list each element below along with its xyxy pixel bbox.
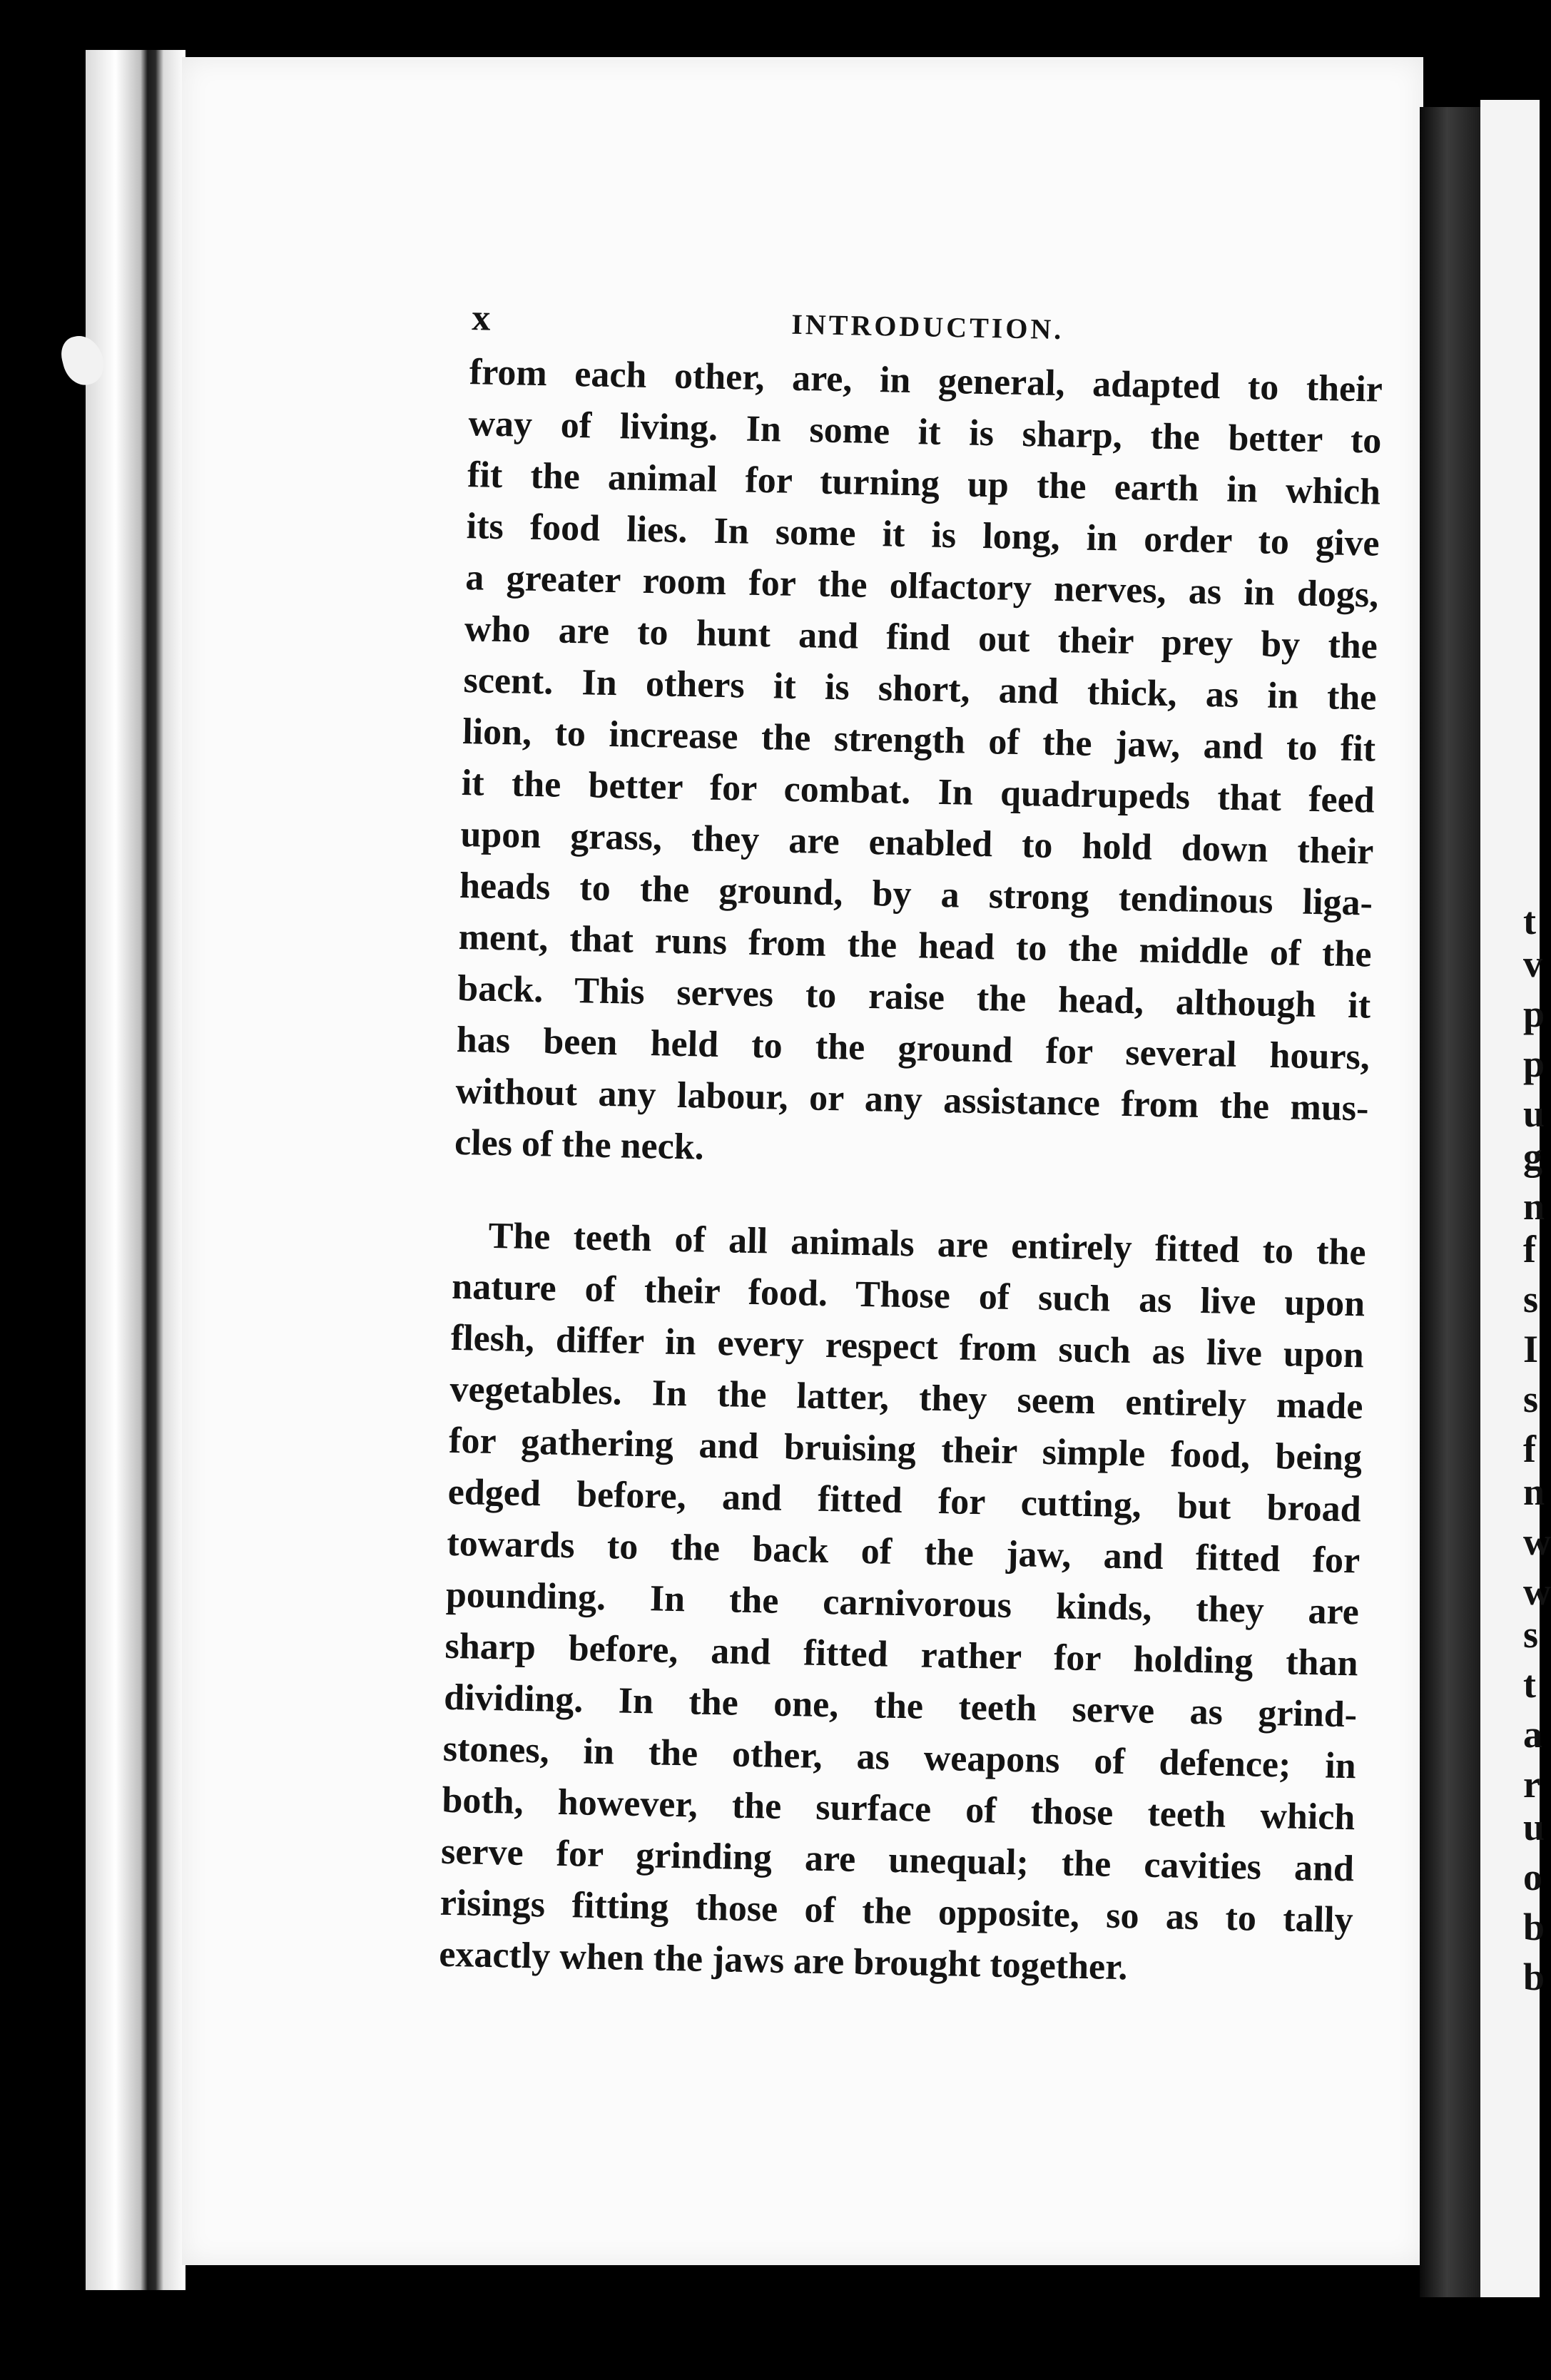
next-page-text-fragment: t bbox=[1523, 900, 1536, 942]
text-line: its food lies. In some it is long, in order to give bbox=[466, 506, 1380, 564]
paragraph-1 bbox=[412, 346, 1387, 1186]
next-page-text-fragment: v bbox=[1523, 942, 1542, 985]
text-line: has been held to the ground for several hours, bbox=[456, 1019, 1371, 1078]
next-page-text-fragment: s bbox=[1523, 1613, 1539, 1656]
next-page-text-fragment: u bbox=[1523, 1806, 1545, 1848]
text-line: serve for grinding are unequal; the cavities and bbox=[440, 1831, 1355, 1890]
text-line: towards to the back of the jaw, and fitted for bbox=[446, 1522, 1361, 1582]
next-page-text-fragment: b bbox=[1523, 1906, 1545, 1948]
text-line: pounding. In the carnivorous kinds, they are bbox=[445, 1574, 1360, 1633]
text-line: ment, that runs from the head to the middle of the bbox=[458, 916, 1373, 975]
next-page-text-fragment: I bbox=[1523, 1328, 1539, 1370]
text-line: fit the animal for turning up the earth in which bbox=[467, 454, 1381, 513]
next-page-sliver bbox=[1480, 100, 1551, 2297]
next-page-text-fragment: p bbox=[1523, 1042, 1545, 1085]
next-page-text-fragment: g bbox=[1523, 1135, 1542, 1178]
text-line: flesh, differ in every respect from such as live upon bbox=[450, 1317, 1365, 1376]
next-page-text-fragment: p bbox=[1523, 992, 1545, 1035]
page-number: x bbox=[471, 298, 491, 339]
text-line: lion, to increase the strength of the jaw, and to fit bbox=[462, 711, 1376, 770]
running-head: INTRODUCTION. bbox=[790, 307, 1064, 346]
text-line: way of living. In some it is sharp, the better to bbox=[468, 403, 1382, 462]
text-line: stones, in the other, as weapons of defence; in bbox=[442, 1728, 1357, 1787]
page-edge-binding bbox=[86, 50, 185, 2290]
next-page-text-fragment: t bbox=[1523, 1663, 1536, 1706]
text-line: scent. In others it is short, and thick, as in the bbox=[463, 660, 1377, 718]
text-line: nature of their food. Those of such as live upon bbox=[451, 1266, 1366, 1325]
next-page-text-fragment: n bbox=[1523, 1185, 1545, 1228]
next-page-text-fragment: b bbox=[1523, 1956, 1545, 1998]
next-page-text-fragment: w bbox=[1523, 1570, 1551, 1613]
next-page-text-fragment: f bbox=[1523, 1428, 1536, 1470]
next-page-text-fragment: s bbox=[1523, 1378, 1539, 1420]
text-line: it the better for combat. In quadrupeds that feed bbox=[461, 763, 1375, 821]
text-line: who are to hunt and find out their prey by the bbox=[464, 609, 1378, 667]
text-line: risings fitting those of the opposite, so as to tally bbox=[439, 1882, 1354, 1941]
next-page-text-fragment: f bbox=[1523, 1228, 1536, 1271]
next-page-text-fragment: a bbox=[1523, 1713, 1542, 1756]
text-line: both, however, the surface of those teeth which bbox=[441, 1779, 1356, 1839]
text-line: edged before, and fitted for cutting, but broad bbox=[447, 1471, 1362, 1530]
next-page-text-fragment: w bbox=[1523, 1520, 1551, 1563]
next-page-text-fragment: s bbox=[1523, 1278, 1539, 1321]
text-line: a greater room for the olfactory nerves, as in dogs, bbox=[464, 557, 1379, 616]
text-line: cles of the neck. bbox=[454, 1122, 705, 1168]
text-line: upon grass, they are enabled to hold down their bbox=[459, 814, 1374, 873]
text-line: from each other, are, in general, adapted to their bbox=[469, 352, 1383, 410]
text-line: without any labour, or any assistance from the mus- bbox=[455, 1070, 1369, 1129]
book-gutter-shadow bbox=[1420, 107, 1480, 2297]
page-text-block bbox=[396, 296, 1388, 1998]
text-line: sharp before, and fitted rather for holding than bbox=[444, 1625, 1358, 1684]
next-page-text-fragment: n bbox=[1523, 1470, 1545, 1513]
next-page-text-fragment: u bbox=[1523, 1092, 1545, 1135]
text-line: vegetables. In the latter, they seem entirely made bbox=[449, 1368, 1363, 1428]
next-page-text-fragment: o bbox=[1523, 1856, 1542, 1898]
text-line: heads to the ground, by a strong tendinous liga- bbox=[459, 865, 1373, 924]
next-page-text-fragment: r bbox=[1523, 1763, 1540, 1806]
text-line: back. This serves to raise the head, although it bbox=[457, 967, 1371, 1027]
text-line: for gathering and bruising their simple food, being bbox=[448, 1420, 1363, 1479]
text-line: dividing. In the one, the teeth serve as grind- bbox=[443, 1677, 1358, 1736]
paragraph-2 bbox=[396, 1209, 1370, 1998]
text-line: The teeth of all animals are entirely fitted to the bbox=[488, 1215, 1367, 1273]
text-line: exactly when the jaws are brought together. bbox=[438, 1933, 1129, 1988]
